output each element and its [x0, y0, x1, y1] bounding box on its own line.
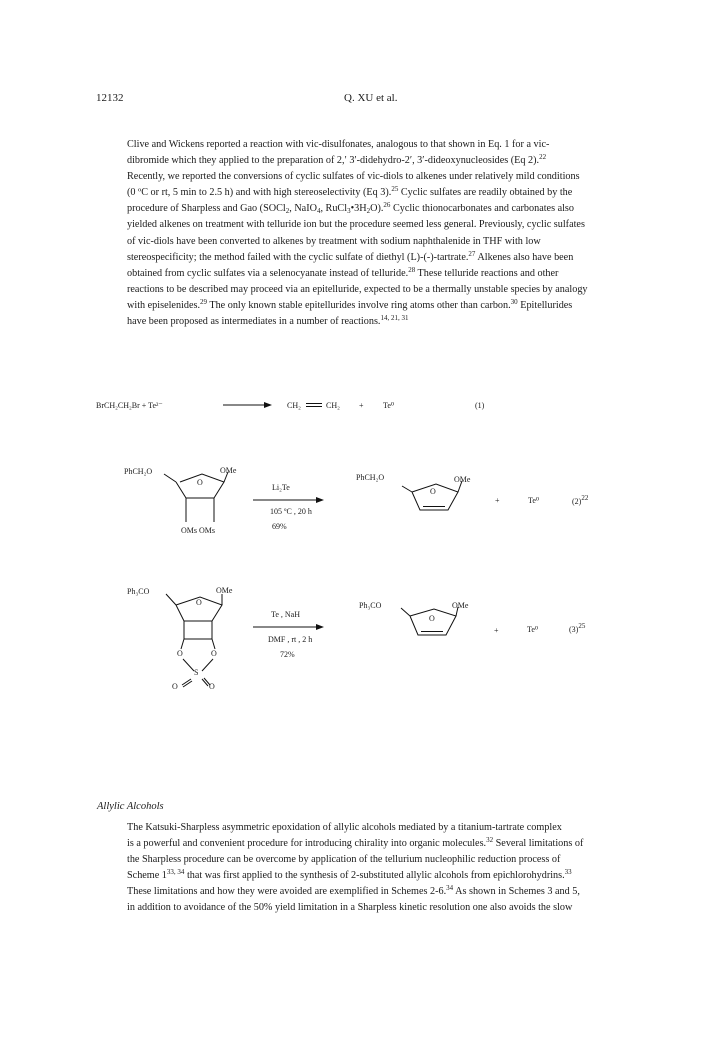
text-line: The Katsuki-Sharpless asymmetric epoxidation of allylic alcohols mediated by a titanium-tartrate complex — [127, 822, 562, 833]
eq1-tellurium: Te⁰ — [383, 401, 395, 410]
eq3-substrate-ome: OMe — [216, 586, 233, 595]
eq3-yield: 72% — [280, 650, 295, 659]
eq2-substrate-ome: OMe — [220, 466, 237, 475]
bond — [202, 679, 208, 686]
eq3-product-ring-oxygen: O — [429, 614, 435, 623]
text-line: with episelenides.$^{29}$ The only known stable epitellurides involve ring atoms other than carbon.$^{30}$ Epitellurides — [127, 297, 573, 311]
citation: 26 — [383, 201, 391, 210]
eq2-plus: + — [495, 496, 500, 505]
eq2-number: $(2)^{22}$ — [572, 494, 589, 506]
arrow-head — [316, 624, 324, 630]
text-line: dibromide which they applied to the preparation of 2,′ 3′-didehydro-2′, 3′-dideoxynucleosides (Eq 2).$^{22}$ — [127, 153, 547, 167]
text-line: obtained from cyclic sulfates via a selenocyanate instead of telluride.$^{28}$ These telluride reactions and other — [127, 265, 559, 279]
eq3-sulfate-oxygen: O — [177, 649, 183, 658]
citation: 29 — [200, 297, 207, 306]
eq2-mesylates: OMs OMs — [181, 526, 216, 535]
text-line: stereospecificity; the method failed with the cyclic sulfate of diethyl (L)-(-)-tartrate.$^{27}$ Alkenes also have been — [127, 249, 574, 263]
text-line: of vic-diols have been converted to alkenes by treatment with sodium naphthalenide in THF with low — [127, 235, 541, 247]
citation: 30 — [510, 297, 518, 306]
eq3-plus: + — [494, 626, 499, 635]
text-line: the Sharpless procedure can be overcome by application of the tellurium nucleophilic reduction process of — [127, 854, 561, 866]
eq2-product-substituent: PhCH₂O — [356, 473, 385, 482]
citation: 25 — [391, 185, 399, 194]
bond — [164, 474, 176, 482]
text-line: yielded alkenes on treatment with telluride ion but the procedure seemed less general. Previously, cyclic sulfates — [127, 219, 585, 231]
text-line: These limitations and how they were avoided are exemplified in Schemes 2-6.34 As shown in Schemes 3 and 5, — [127, 884, 580, 898]
bond — [181, 639, 184, 649]
page-number: 12132 — [96, 92, 124, 104]
eq3-ring-oxygen: O — [196, 598, 202, 607]
citation: 33 — [564, 868, 572, 877]
citation: 33, 34 — [166, 868, 185, 877]
eq3-number: $(3)^{25}$ — [569, 622, 586, 634]
citation: 22 — [539, 153, 547, 162]
eq3-sulfur: S — [194, 668, 199, 677]
eq2-substrate-substituent: PhCH₂O — [124, 467, 153, 476]
eq2-yield: 69% — [272, 522, 287, 531]
bond — [401, 608, 410, 616]
eq2-product-ring-oxygen: O — [430, 487, 436, 496]
eq1-reactant: BrCH₂CH₂Br + Te²⁻ — [96, 401, 163, 410]
citation: 14, 21, 31 — [380, 314, 409, 323]
text-line: procedure of Sharpless and Gao (SOCl$_2$, NaIO$_4$, $RuCl_3•3H_2O).^{26}$ Cyclic thionocarbonates and carbonates also — [127, 201, 574, 216]
eq3-sulfate-oxo: O — [172, 682, 178, 691]
text-line: reactions to be described may proceed via an epitelluride, expected to be a thermally unstable species by analogy — [127, 283, 588, 295]
text-line: (0 ºC or rt, 5 min to 2.5 h) and with high stereoselectivity (Eq 3).$^{25}$ Cyclic sulfates are readily obtained by the — [127, 185, 573, 199]
eq1-number: (1) — [475, 401, 485, 410]
paragraph-intro — [97, 137, 645, 330]
eq2-graphics — [0, 460, 720, 540]
eq2-product-ome: OMe — [454, 475, 471, 484]
bond — [166, 594, 176, 605]
eq3-sulfate-oxo: O — [209, 682, 215, 691]
eq2-tellurium: Te⁰ — [528, 496, 540, 505]
arrow-head — [316, 497, 324, 503]
bond — [202, 659, 213, 671]
eq2-ring-oxygen: O — [197, 478, 203, 487]
bond — [183, 659, 194, 671]
eq3-substrate-substituent: Ph₃CO — [127, 587, 150, 596]
running-head: Q. XU et al. — [344, 92, 398, 104]
eq2-reagent: Li₂Te — [272, 483, 290, 492]
citation: 28 — [408, 265, 416, 274]
eq3-product-ome: OMe — [452, 601, 469, 610]
eq2-conditions: 105 ºC , 20 h — [270, 507, 312, 516]
eq3-conditions: DMF , rt , 2 h — [268, 635, 313, 644]
text-line: Recently, we reported the conversions of cyclic sulfates of vic-diols to alkenes under relatively mild conditions — [127, 171, 580, 183]
citation: 34 — [446, 884, 454, 893]
text-line: in addition to avoidance of the 50% yield limitation in a Sharpless kinetic resolution one also avoids the slow — [127, 902, 573, 914]
arrow-head — [264, 402, 272, 408]
text-line: Clive and Wickens reported a reaction with vic-disulfonates, analogous to that shown in Eq. 1 for a vic- — [127, 139, 550, 150]
citation: 22 — [581, 494, 589, 502]
eq3-tellurium: Te⁰ — [527, 625, 539, 634]
citation: 32 — [486, 836, 494, 845]
citation: 27 — [468, 249, 476, 258]
citation: 25 — [578, 622, 586, 630]
paragraph-allylic-alcohols — [97, 820, 645, 917]
eq3-sulfate-oxygen: O — [211, 649, 217, 658]
eq3-reagent: Te , NaH — [271, 610, 300, 619]
eq3-product-substituent: Ph₃CO — [359, 601, 382, 610]
text-line: Scheme 1$^{33, 34}$ that was first applied to the synthesis of 2-substituted allylic alcohols from epichlorohydrins.$^{33}$ — [127, 868, 572, 882]
section-heading: Allylic Alcohols — [97, 801, 164, 812]
text-line: is a powerful and convenient procedure for introducing chirality into organic molecules.$^{32}$ Several limitations of — [127, 836, 584, 850]
eq1-product-ch2: CH₂ — [287, 401, 301, 410]
eq1-plus: + — [359, 401, 364, 410]
text-line: have been proposed as intermediates in a number of reactions.$^{14, 21, 31}$ — [127, 314, 409, 328]
bond — [402, 486, 412, 492]
eq1-product-ch2: CH₂ — [326, 401, 340, 410]
bond — [212, 639, 215, 649]
